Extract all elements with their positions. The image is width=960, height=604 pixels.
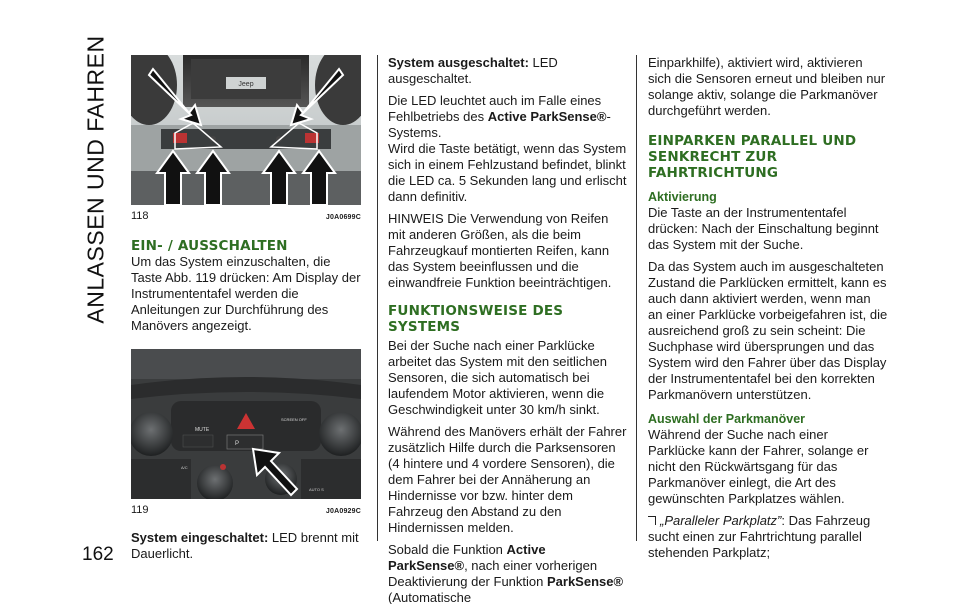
paragraph-aktivierung-2: Da das System auch im ausgeschalteten Zustand die Parklücken ermittelt, kann es auch dann aktiviert werden, wenn man an einer Parklücke vorbeigefahren ist, die ausreichend groß zu sein scheint: Die Suchphase wird übersprungen und das System wird den Fahrer über das Display der Instrumententafel bei den korrekten Parkmanövern unterstützen. [648,259,888,402]
label-system-on: System eingeschaltet: [131,530,269,545]
bullet-text: : Das Fahrzeug sucht einen zur Fahrtrichtung parallel stehenden Parkplatz; [648,513,871,560]
text-system-off: LED ausgeschaltet. [388,55,558,86]
subheading-aktivierung: Aktivierung [648,190,717,204]
paragraph-intro: Um das System einzuschalten, die Taste Abb. 119 drücken: Am Display der Instrumententafel werden die Anleitungen zur Durchführung des Manövers angezeigt. [131,254,361,333]
bullet-paralleler-parkplatz [648,513,888,561]
label-system-off: System ausgeschaltet: [388,55,529,70]
p3-mid: , nach einer vorherigen Deaktivierung der Funktion [388,558,598,589]
subheading-auswahl: Auswahl der Parkmanöver [648,412,806,426]
autos-label: AUTO S [309,487,324,492]
p3-post: (Automatische [388,590,472,604]
svg-text:P: P [235,441,240,447]
paragraph-note: HINWEIS Die Verwendung von Reifen mit anderen Größen, als die beim Fahrzeugkauf montierten Reifen, kann das System beeinflussen und die einwandfreie Funktion beeinträchtigen. [388,211,612,290]
paragraph-fault [388,93,628,205]
paragraph-function-3 [388,542,628,604]
heading-funktionsweise: FUNKTIONSWEISE DES SYSTEMS [388,303,564,335]
figure-code: J0A0699C [325,214,361,221]
bullet-italic: „Paralleler Parkplatz” [660,513,782,528]
svg-text:Jeep: Jeep [238,81,254,88]
screen-off-label: SCREEN OFF [281,417,307,422]
figure-118 [131,55,361,226]
paragraph-function-1: Bei der Suche nach einer Parklücke arbeitet das System mit den seitlichen Sensoren, die sich automatisch bei laufendem Motor aktivieren, wenn die Geschwindigkeit unter 30 km/h sinkt. [388,338,607,417]
section-title-vertical [80,34,112,324]
fault-text-bold: Active ParkSense® [487,109,607,124]
figure-119 [131,349,361,520]
heading-ein-ausschalten: EIN- / AUSSCHALTEN [131,238,288,254]
paragraph-system-on [131,530,361,562]
section-title-text: ANLASSEN UND FAHREN [82,34,109,324]
bullet-icon [648,516,656,525]
rear-bumper-sensors-photo [131,55,361,205]
p3-pre: Sobald die Funktion [388,542,503,557]
figure-caption [131,208,361,226]
column-divider [377,55,378,541]
dashboard-button-photo [131,349,361,499]
page-number: 162 [82,544,114,565]
fault-text-pre: Die LED leuchtet auch im Falle eines Fehlbetriebs des [388,93,602,124]
figure-number: 118 [131,210,149,222]
column-divider [636,55,637,541]
paragraph-function-2: Während des Manövers erhält der Fahrer zusätzlich Hilfe durch die Parksensoren (4 hintere und 4 vordere Sensoren), die dem Fahrer bei der Annäherung an Hindernisse vor bzw. hinter dem Fahrzeug den Abstand zu den Hindernissen melden. [388,424,627,535]
paragraph-auswahl: Während der Suche nach einer Parklücke kann der Fahrer, solange er nicht den Rückwärtsgang für das Parkmanöver einlegt, die Art des gewünschten Parkplatzes wählen. [648,427,869,506]
figure-caption [131,502,361,520]
paragraph-system-off [388,55,628,87]
heading-einparken: EINPARKEN PARALLEL UND SENKRECHT ZUR FAHRTRICHTUNG [648,133,857,181]
figure-number: 119 [131,504,149,516]
p3-bold-2: ParkSense® [546,574,624,589]
fault-text-2: Wird die Taste betätigt, wenn das System sich in einem Fehlzustand befindet, blinkt die LED ca. 5 Sekunden lang und erlischt dann definitiv. [388,141,627,204]
paragraph-aktivierung-1: Die Taste an der Instrumententafel drücken: Nach der Einschaltung beginnt das System mit der Suche. [648,205,879,252]
fault-text-post: -Systems. [388,109,611,140]
column-3 [648,55,888,561]
column-2 [388,55,628,604]
paragraph-continued: Einparkhilfe), aktiviert wird, aktivieren sich die Sensoren erneut und bleiben nur solange aktiv, solange die Parkmanöver durchgeführt werden. [648,55,886,118]
mute-label: MUTE [195,427,210,433]
p3-bold-1: Active ParkSense® [388,542,546,573]
ac-label: A/C [181,465,188,470]
column-1 [131,55,361,562]
text-system-on: LED brennt mit Dauerlicht. [131,530,359,561]
figure-code: J0A0929C [325,508,361,515]
